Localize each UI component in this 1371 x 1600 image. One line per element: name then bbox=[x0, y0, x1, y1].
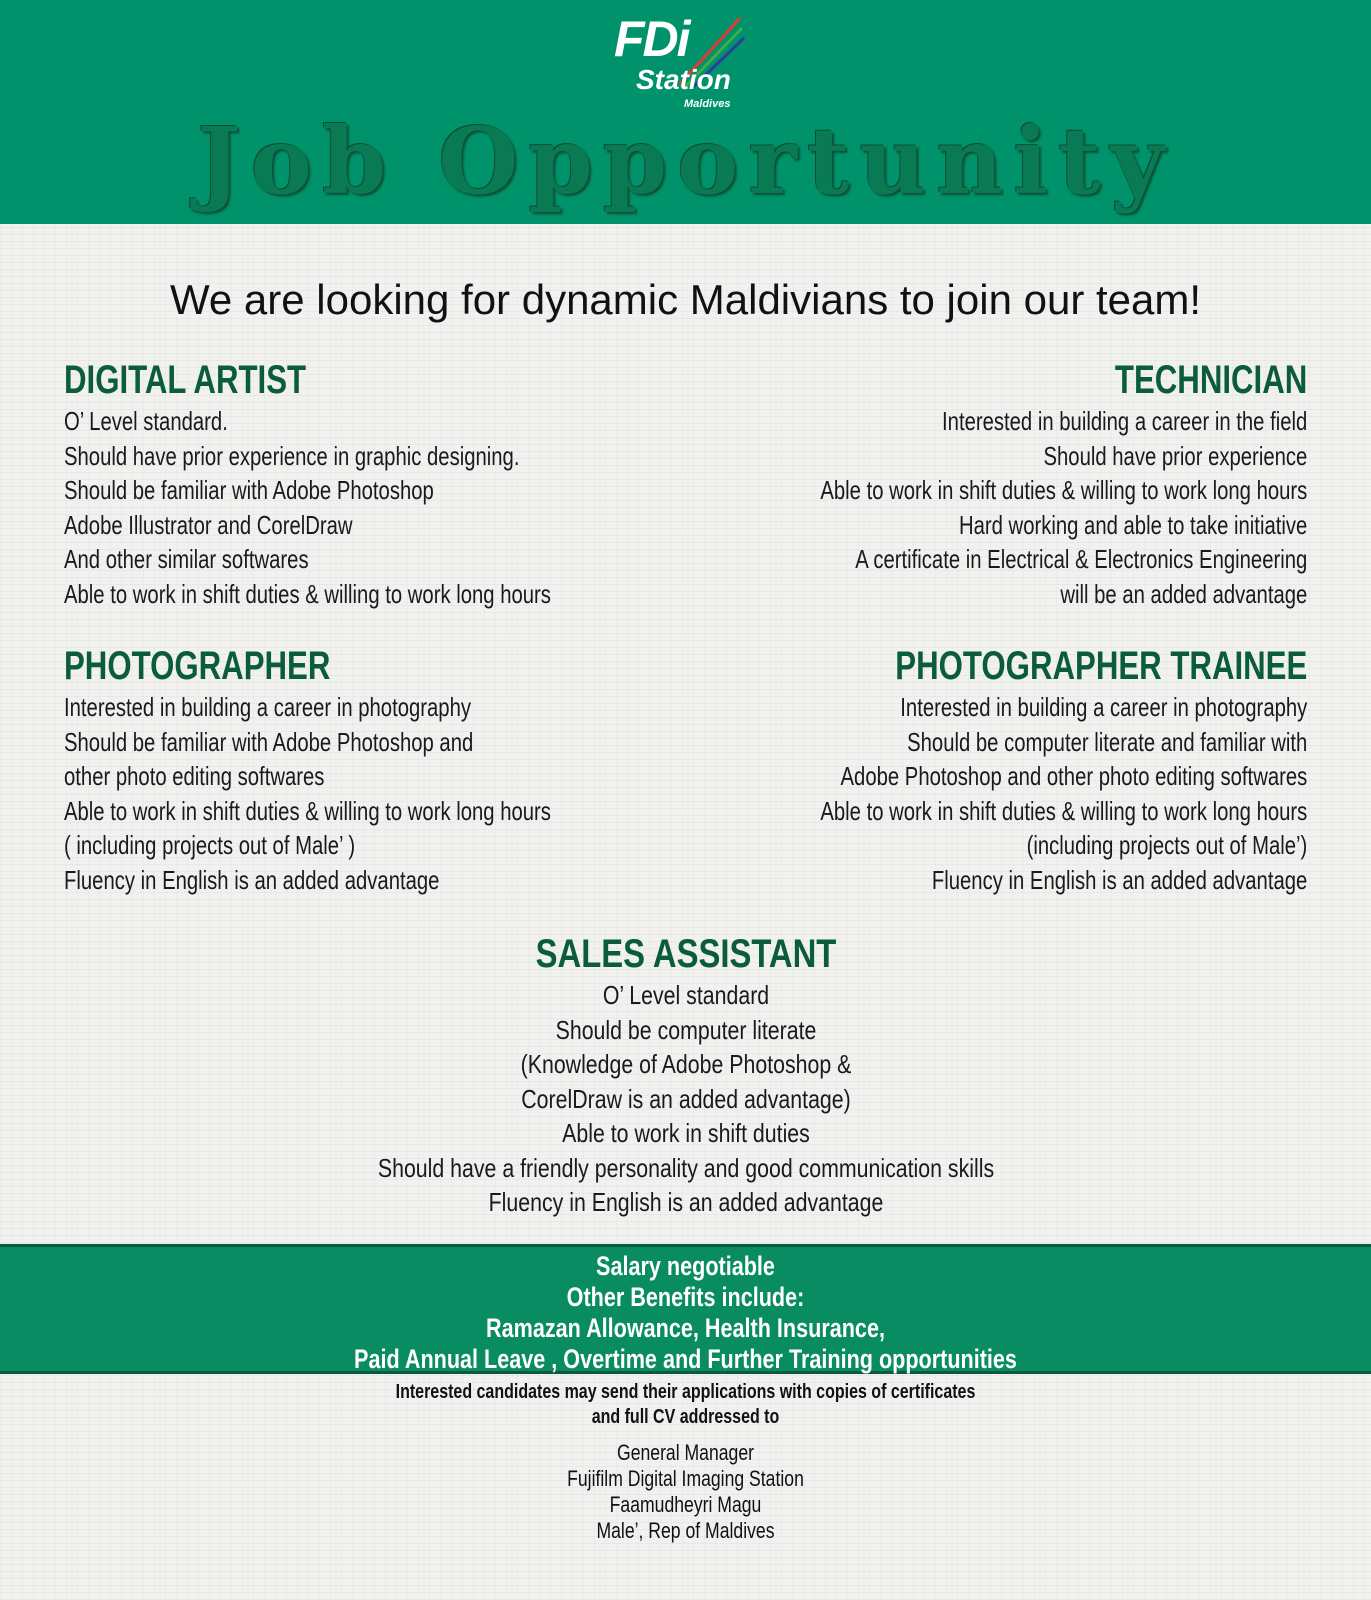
requirement: ( including projects out of Male’ ) bbox=[64, 830, 356, 860]
requirement: (including projects out of Male’) bbox=[1026, 830, 1307, 860]
requirement: Should have prior experience bbox=[1043, 440, 1307, 471]
benefit-line: Salary negotiable bbox=[596, 1251, 775, 1281]
requirement: Able to work in shift duties & willing to work long hours bbox=[820, 795, 1307, 826]
application-info bbox=[137, 1380, 1234, 1544]
requirement: Able to work in shift duties & willing to work long hours bbox=[64, 578, 551, 609]
fdi-station-logo bbox=[612, 11, 772, 114]
requirement: And other similar softwares bbox=[64, 544, 309, 574]
requirement: Able to work in shift duties & willing to work long hours bbox=[64, 795, 551, 826]
address-line: Male’, Rep of Maldives bbox=[596, 1518, 775, 1543]
requirement: A certificate in Electrical & Electronics Engineering bbox=[854, 544, 1307, 574]
benefit-line: Ramazan Allowance, Health Insurance, bbox=[486, 1313, 885, 1343]
job-photographer bbox=[64, 644, 551, 897]
benefit-line: Paid Annual Leave , Overtime and Further Training opportunities bbox=[354, 1344, 1017, 1374]
requirement: will be an added advantage bbox=[1060, 578, 1307, 609]
job-photographer-trainee bbox=[820, 644, 1307, 897]
requirement: Hard working and able to take initiative bbox=[958, 509, 1307, 540]
job-sales-assistant bbox=[377, 932, 993, 1220]
job-title: DIGITAL ARTIST bbox=[64, 358, 307, 402]
requirement: Fluency in English is an added advantage bbox=[931, 864, 1307, 895]
job-title: SALES ASSISTANT bbox=[535, 932, 836, 976]
requirement: O’ Level standard bbox=[602, 980, 769, 1010]
job-digital-artist bbox=[64, 358, 551, 611]
requirement: Should be computer literate bbox=[555, 1014, 816, 1045]
header-banner bbox=[0, 0, 1371, 224]
requirement: Able to work in shift duties bbox=[561, 1118, 810, 1148]
job-title: TECHNICIAN bbox=[1114, 358, 1307, 402]
requirement: Fluency in English is an added advantage bbox=[64, 864, 440, 895]
logo-country: Maldives bbox=[684, 98, 731, 110]
requirement: Able to work in shift duties & willing to work long hours bbox=[820, 475, 1307, 505]
requirement: O’ Level standard. bbox=[64, 406, 228, 436]
tagline: We are looking for dynamic Maldivians to join our team! bbox=[169, 276, 1202, 323]
job-technician bbox=[820, 358, 1307, 611]
requirement: (Knowledge of Adobe Photoshop & bbox=[520, 1049, 851, 1079]
job-title: PHOTOGRAPHER bbox=[64, 644, 331, 688]
requirement: Adobe Illustrator and CorelDraw bbox=[64, 509, 353, 540]
address-line: Fujifilm Digital Imaging Station bbox=[567, 1466, 804, 1491]
requirement: Should be familiar with Adobe Photoshop and bbox=[64, 726, 474, 757]
requirement: Interested in building a career in photography bbox=[899, 692, 1307, 722]
requirement: Should have prior experience in graphic designing. bbox=[64, 440, 520, 471]
logo-sub: Station bbox=[636, 64, 731, 95]
requirement: Should be familiar with Adobe Photoshop bbox=[64, 475, 434, 505]
requirement: CorelDraw is an added advantage) bbox=[520, 1083, 851, 1114]
benefit-line: Other Benefits include: bbox=[566, 1282, 805, 1312]
page-title: Job Opportunity bbox=[196, 107, 1175, 215]
requirement: other photo editing softwares bbox=[64, 761, 325, 791]
requirement: Interested in building a career in photography bbox=[64, 692, 472, 722]
requirement: Should be computer literate and familiar with bbox=[906, 726, 1307, 757]
job-title: PHOTOGRAPHER TRAINEE bbox=[895, 644, 1307, 688]
requirement: Should have a friendly personality and good communication skills bbox=[377, 1152, 994, 1183]
benefits-banner bbox=[0, 1244, 1371, 1374]
requirement: Adobe Photoshop and other photo editing softwares bbox=[840, 761, 1307, 791]
apply-line: and full CV addressed to bbox=[591, 1406, 780, 1428]
requirement: Interested in building a career in the field bbox=[941, 406, 1307, 436]
requirement: Fluency in English is an added advantage bbox=[488, 1187, 883, 1217]
address-line: Faamudheyri Magu bbox=[609, 1492, 762, 1517]
apply-line: Interested candidates may send their applications with copies of certificates bbox=[395, 1381, 976, 1403]
logo-brand: FDi bbox=[614, 11, 689, 67]
address-line: General Manager bbox=[617, 1440, 754, 1465]
